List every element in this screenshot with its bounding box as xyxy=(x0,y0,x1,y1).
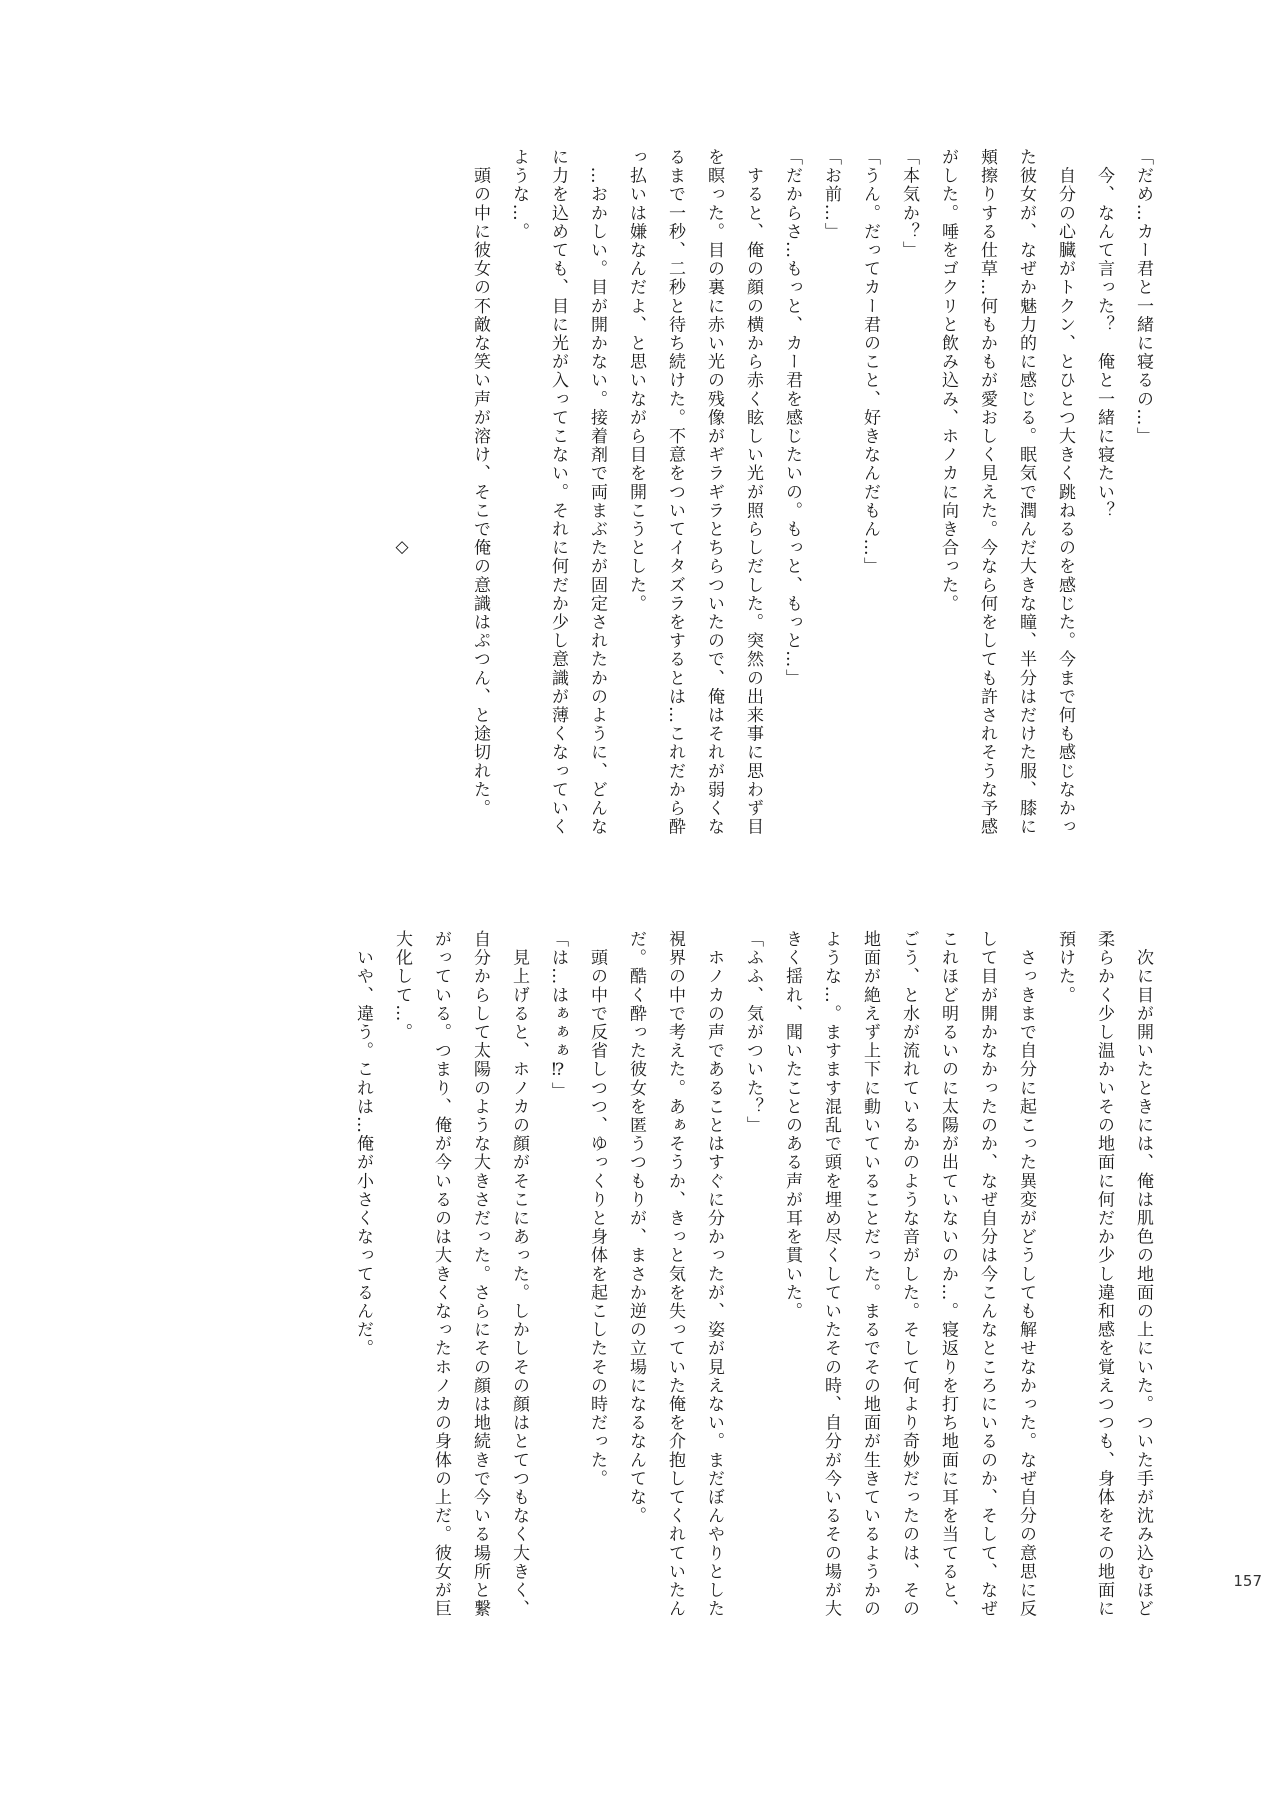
text-line: るまで一秒、二秒と待ち続けた。不意をついてイタズラをするとは…これだから酔 xyxy=(665,148,685,837)
text-line: がした。唾をゴクリと飲み込み、ホノカに向き合った。 xyxy=(938,148,958,613)
text-line: 「うん。だってカー君のこと、好きなんだもん…」 xyxy=(860,148,880,576)
text-line: 頭の中で反省しつつ、ゆっくりと身体を起こしたその時だった。 xyxy=(587,930,607,1488)
text-line: ような…。ますます混乱で頭を埋め尽くしていたその時、自分が今いるその場が大 xyxy=(821,930,841,1619)
text-line: を瞑った。目の裏に赤い光の残像がギラギラとちらついたので、俺はそれが弱くな xyxy=(704,148,724,837)
text-line: ごう、と水が流れているかのような音がした。そして何より奇妙だったのは、その xyxy=(899,930,919,1619)
text-line: 預けた。 xyxy=(1055,930,1075,1005)
text-line: 「お前…」 xyxy=(821,148,841,241)
text-line: ホノカの声であることはすぐに分かったが、姿が見えない。まだぼんやりとした xyxy=(704,930,724,1619)
top-text-block xyxy=(182,148,1162,838)
text-line: これほど明るいのに太陽が出ていないのか…。寝返りを打ち地面に耳を当てると、 xyxy=(938,930,958,1619)
text-line: た彼女が、なぜか魅力的に感じる。眠気で潤んだ大きな瞳、半分はだけた服、膝に xyxy=(1016,148,1036,837)
bottom-text-block xyxy=(142,930,1162,1620)
text-line: さっきまで自分に起こった異変がどうしても解せなかった。なぜ自分の意思に反 xyxy=(1016,930,1036,1619)
blank-line xyxy=(421,148,460,838)
text-line: っ払いは嫌なんだよ、と思いながら目を開こうとした。 xyxy=(626,148,646,613)
text-line: 「だからさ…もっと、カー君を感じたいの。もっと、もっと…」 xyxy=(782,148,802,688)
text-line: 柔らかく少し温かいその地面に何だか少し違和感を覚えつつも、身体をその地面に xyxy=(1094,930,1114,1619)
text-line: に力を込めても、目に光が入ってこない。それに何だか少し意識が薄くなっていく xyxy=(548,148,568,837)
text-line: 今、なんて言った？ 俺と一緒に寝たい？ xyxy=(1094,148,1114,520)
text-line: きく揺れ、聞いたことのある声が耳を貫いた。 xyxy=(782,930,802,1321)
text-line: 視界の中で考えた。あぁそうか、きっと気を失っていた俺を介抱してくれていたん xyxy=(665,930,685,1619)
text-line: 頭の中に彼女の不敵な笑い声が溶け、そこで俺の意識はぷつん、と途切れた。 xyxy=(470,148,490,818)
text-line: 大化して…。 xyxy=(392,930,412,1042)
page-number: 157 xyxy=(1233,1572,1262,1590)
text-line: 「本気か？」 xyxy=(899,148,919,260)
text-line: …おかしい。目が開かない。接着剤で両まぶたが固定されたかのように、どんな xyxy=(587,148,607,837)
text-line: がっている。つまり、俺が今いるのは大きくなったホノカの身体の上だ。彼女が巨 xyxy=(431,930,451,1619)
section-break-diamond: ◇ xyxy=(392,537,412,559)
text-line: 自分の心臓がトクン、とひとつ大きく跳ねるのを感じた。今まで何も感じなかっ xyxy=(1055,148,1075,837)
text-line: だ。酷く酔った彼女を匿うつもりが、まさか逆の立場になるなんてな。 xyxy=(626,930,646,1526)
text-line: すると、俺の顔の横から赤く眩しい光が照らしだした。突然の出来事に思わず目 xyxy=(743,148,763,837)
text-line: 次に目が開いたときには、俺は肌色の地面の上にいた。ついた手が沈み込むほど xyxy=(1133,930,1153,1619)
text-line: ような…。 xyxy=(509,148,529,241)
text-line: 自分からして太陽のような大きさだった。さらにその顔は地続きで今いる場所と繋 xyxy=(470,930,490,1619)
text-line: いや、違う。これは…俺が小さくなってるんだ。 xyxy=(353,930,373,1358)
text-line: 「ふふ、気がついた？」 xyxy=(743,930,763,1135)
text-line: 「は…はぁぁぁ⁉」 xyxy=(548,930,568,1101)
text-line: 地面が絶えず上下に動いていることだった。まるでその地面が生きているようかの xyxy=(860,930,880,1619)
text-line: 「だめ…カー君と一緒に寝るの…」 xyxy=(1133,148,1153,446)
text-line: して目が開かなかったのか、なぜ自分は今こんなところにいるのか、そして、なぜ xyxy=(977,930,997,1619)
text-line: 見上げると、ホノカの顔がそこにあった。しかしその顔はとてつもなく大きく、 xyxy=(509,930,529,1619)
text-line: 頬擦りする仕草…何もかもが愛おしく見えた。今なら何をしても許されそうな予感 xyxy=(977,148,997,837)
